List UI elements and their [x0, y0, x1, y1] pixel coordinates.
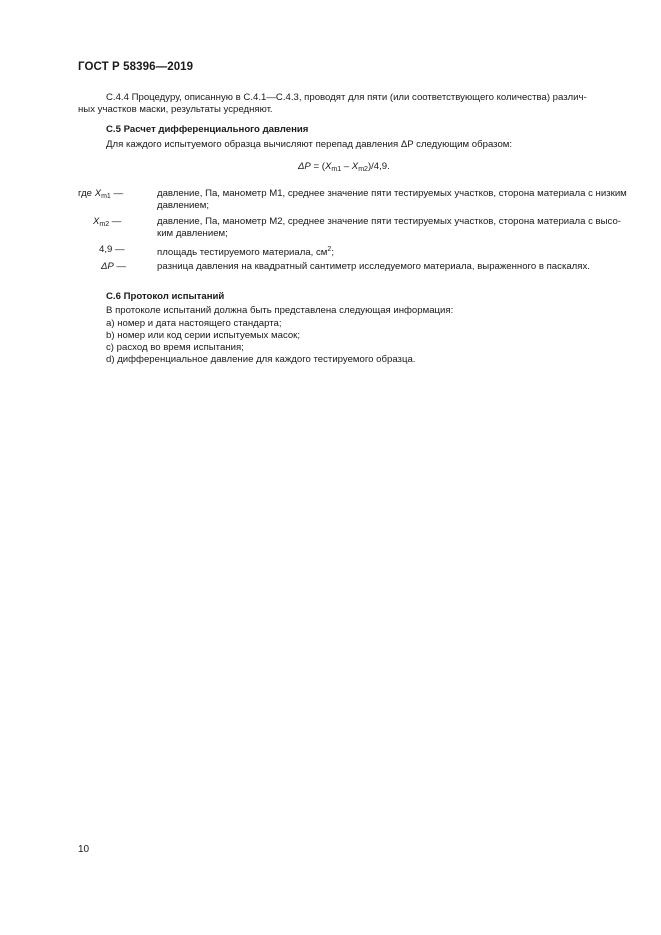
list-item: a) номер и дата настоящего стандарта; [106, 318, 282, 329]
definition-xm2-line2: ким давлением; [157, 228, 228, 239]
formula-minus: – [341, 161, 352, 172]
definition-xm2-line1: давление, Па, манометр М2, среднее значение пяти тестируемых участков, сторона материала с высо- [157, 216, 621, 227]
formula-x1: X [324, 161, 332, 172]
definition-xm2-term [93, 216, 121, 231]
def-symbol: X [94, 188, 102, 199]
page-number: 10 [78, 844, 90, 855]
def-dash: — [112, 244, 125, 255]
def-symbol-sub: m1 [101, 193, 111, 200]
definition-xm1-line2: давлением; [157, 200, 209, 211]
paragraph-c5-intro: Для каждого испытуемого образца вычисляют перепад давления ΔP следующим образом: [106, 139, 513, 150]
def-symbol: 4,9 [99, 244, 113, 255]
definition-deltap-term [101, 261, 126, 273]
def-sup: 2 [327, 246, 332, 253]
def-end: ; [331, 247, 334, 258]
def-symbol: X [93, 216, 100, 227]
section-heading-c6: С.6 Протокол испытаний [106, 291, 225, 302]
formula-lhs: ΔP [298, 161, 311, 172]
where-word: где [78, 188, 93, 199]
formula-differential-pressure [298, 161, 390, 176]
definition-xm1-term [78, 188, 123, 203]
formula-x2: X [351, 161, 359, 172]
paragraph-c44-line1: C.4.4 Процедуру, описанную в С.4.1—С.4.3, проводят для пяти (или соответствующего количества) различ- [106, 92, 587, 103]
def-text: площадь тестируемого материала, см [157, 247, 328, 258]
def-dash: — [113, 261, 127, 272]
paragraph-c6-intro: В протоколе испытаний должна быть представлена следующая информация: [106, 305, 454, 316]
formula-x2-sub: m2 [358, 166, 368, 173]
def-dash: — [109, 216, 122, 227]
definition-deltap-text: разница давления на квадратный сантиметр исследуемого материала, выраженного в паскалях. [157, 261, 590, 272]
document-header: ГОСТ Р 58396—2019 [78, 61, 194, 73]
formula-x1-sub: m1 [331, 166, 342, 173]
def-symbol-sub: m2 [99, 221, 110, 228]
section-heading-c5: С.5 Расчет дифференциального давления [106, 124, 309, 135]
list-item: d) дифференциальное давление для каждого тестируемого образца. [106, 354, 416, 365]
definition-area-text [157, 244, 334, 259]
list-item: c) расход во время испытания; [106, 342, 244, 353]
definition-area-term [99, 244, 125, 256]
def-symbol: ΔP [101, 261, 114, 272]
definition-xm1-line1: давление, Па, манометр М1, среднее значение пяти тестируемых участков, сторона материала с низким [157, 188, 627, 199]
list-item: b) номер или код серии испытуемых масок; [106, 330, 301, 341]
formula-eq: = ( [310, 161, 325, 172]
paragraph-c44-line2: ных участков маски, результаты усредняют. [78, 104, 273, 115]
def-dash: — [110, 188, 124, 199]
formula-tail: )/4,9. [367, 161, 390, 172]
